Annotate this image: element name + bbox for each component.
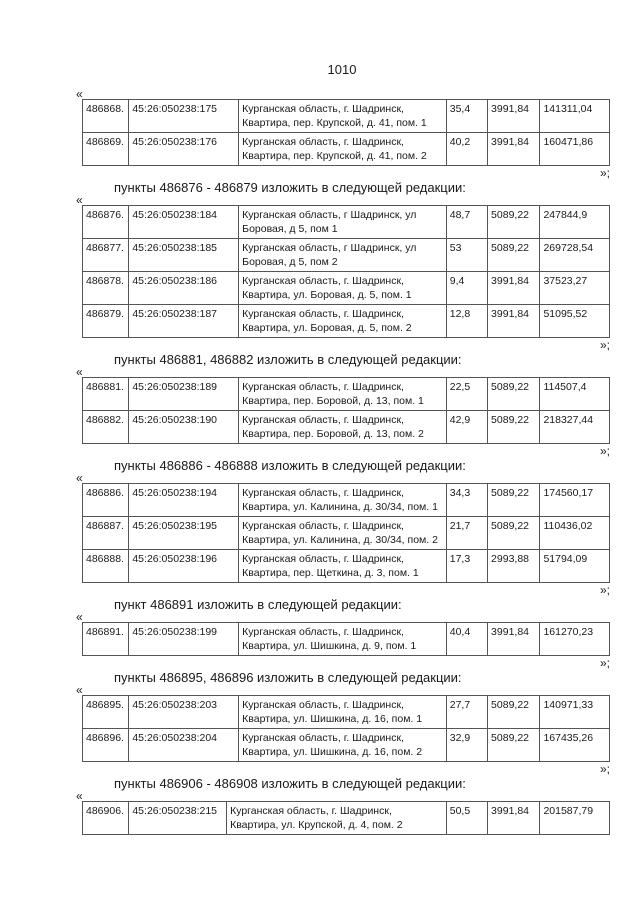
unit-value: 3991,84 xyxy=(488,272,540,305)
area: 40,4 xyxy=(446,623,487,656)
cadastral-value: 167435,26 xyxy=(540,729,610,762)
address xyxy=(239,206,447,239)
address-line: Курганская область, г. Шадринск, xyxy=(242,699,404,711)
address xyxy=(239,305,447,338)
cadastral-value: 161270,23 xyxy=(540,623,610,656)
cadastral-number: 45:26:050238:189 xyxy=(129,378,239,411)
row-number: 486879. xyxy=(83,305,129,338)
row-number: 486877. xyxy=(83,239,129,272)
cadastral-number: 45:26:050238:199 xyxy=(129,623,239,656)
cadastral-number: 45:26:050238:185 xyxy=(129,239,239,272)
address-line: Боровая, д 5, пом 2 xyxy=(242,256,338,268)
address xyxy=(239,378,447,411)
close-mark: »; xyxy=(599,762,610,776)
unit-value: 2993,88 xyxy=(488,550,540,583)
address xyxy=(239,272,447,305)
area: 21,7 xyxy=(446,517,487,550)
row-number: 486906. xyxy=(83,802,129,835)
address-line: Квартира, ул. Шишкина, д. 16, пом. 1 xyxy=(242,713,423,725)
cadastral-number: 45:26:050238:194 xyxy=(129,484,239,517)
unit-value: 5089,22 xyxy=(488,517,540,550)
address-line: Квартира, ул. Калинина, д. 30/34, пом. 2 xyxy=(242,534,438,546)
area: 12,8 xyxy=(446,305,487,338)
cadastral-number: 45:26:050238:187 xyxy=(129,305,239,338)
cadastral-number: 45:26:050238:195 xyxy=(129,517,239,550)
address-line: Квартира, пер. Боровой, д. 13, пом. 1 xyxy=(242,395,424,407)
cadastral-value: 247844,9 xyxy=(540,206,610,239)
table-row xyxy=(83,206,610,239)
cadastral-value: 51095,52 xyxy=(540,305,610,338)
cadastral-value: 140971,33 xyxy=(540,696,610,729)
property-table xyxy=(82,622,610,656)
amendment-instruction: пункт 486891 изложить в следующей редакции: xyxy=(114,597,402,612)
document-body xyxy=(76,89,610,835)
amendment-instruction: пункты 486886 - 486888 изложить в следующей редакции: xyxy=(114,458,466,473)
open-quote: « xyxy=(76,87,83,101)
area: 48,7 xyxy=(446,206,487,239)
area: 32,9 xyxy=(446,729,487,762)
close-mark: »; xyxy=(599,444,610,458)
area: 42,9 xyxy=(446,411,487,444)
cadastral-number: 45:26:050238:186 xyxy=(129,272,239,305)
address-line: Курганская область, г. Шадринск, xyxy=(242,308,404,320)
unit-value: 3991,84 xyxy=(488,133,540,166)
unit-value: 5089,22 xyxy=(488,411,540,444)
address-line: Курганская область, г. Шадринск, xyxy=(230,805,392,817)
cadastral-number: 45:26:050238:184 xyxy=(129,206,239,239)
open-quote: « xyxy=(76,610,83,624)
table-row xyxy=(83,272,610,305)
close-mark: »; xyxy=(599,338,610,352)
unit-value: 3991,84 xyxy=(488,305,540,338)
cadastral-number: 45:26:050238:203 xyxy=(129,696,239,729)
unit-value: 5089,22 xyxy=(488,239,540,272)
unit-value: 3991,84 xyxy=(488,802,540,835)
address-line: Курганская область, г. Шадринск, xyxy=(242,626,404,638)
address-line: Курганская область, г. Шадринск, xyxy=(242,732,404,744)
address-line: Курганская область, г. Шадринск, xyxy=(242,136,404,148)
address-line: Курганская область, г. Шадринск, xyxy=(242,487,404,499)
table-row xyxy=(83,623,610,656)
area: 40,2 xyxy=(446,133,487,166)
address xyxy=(239,411,447,444)
address xyxy=(239,729,447,762)
open-quote: « xyxy=(76,683,83,697)
area: 50,5 xyxy=(446,802,487,835)
address xyxy=(239,517,447,550)
table-row xyxy=(83,411,610,444)
address-line: Квартира, пер. Крупской, д. 41, пом. 1 xyxy=(242,117,427,129)
unit-value: 5089,22 xyxy=(488,484,540,517)
address xyxy=(227,802,447,835)
cadastral-number: 45:26:050238:175 xyxy=(129,100,239,133)
cadastral-number: 45:26:050238:176 xyxy=(129,133,239,166)
address xyxy=(239,239,447,272)
close-mark: »; xyxy=(599,583,610,597)
address xyxy=(239,696,447,729)
amendment-instruction: пункты 486906 - 486908 изложить в следующей редакции: xyxy=(114,776,466,791)
row-number: 486882. xyxy=(83,411,129,444)
row-number: 486868. xyxy=(83,100,129,133)
row-number: 486869. xyxy=(83,133,129,166)
amendment-instruction: пункты 486876 - 486879 изложить в следующей редакции: xyxy=(114,180,466,195)
cadastral-value: 174560,17 xyxy=(540,484,610,517)
row-number: 486888. xyxy=(83,550,129,583)
address-line: Курганская область, г. Шадринск, xyxy=(242,275,404,287)
cadastral-value: 37523,27 xyxy=(540,272,610,305)
address-line: Квартира, ул. Боровая, д. 5, пом. 1 xyxy=(242,289,412,301)
address-line: Квартира, ул. Калинина, д. 30/34, пом. 1 xyxy=(242,501,438,513)
address-line: Курганская область, г. Шадринск, xyxy=(242,553,404,565)
table-row xyxy=(83,550,610,583)
cadastral-value: 110436,02 xyxy=(540,517,610,550)
address-line: Квартира, пер. Щеткина, д. 3, пом. 1 xyxy=(242,567,419,579)
row-number: 486887. xyxy=(83,517,129,550)
unit-value: 5089,22 xyxy=(488,378,540,411)
cadastral-value: 201587,79 xyxy=(540,802,610,835)
cadastral-value: 114507,4 xyxy=(540,378,610,411)
table-row xyxy=(83,696,610,729)
unit-value: 5089,22 xyxy=(488,206,540,239)
unit-value: 3991,84 xyxy=(488,623,540,656)
address-line: Курганская область, г Шадринск, ул xyxy=(242,242,417,254)
area: 34,3 xyxy=(446,484,487,517)
unit-value: 5089,22 xyxy=(488,696,540,729)
amendment-instruction: пункты 486881, 486882 изложить в следующей редакции: xyxy=(114,352,462,367)
address xyxy=(239,623,447,656)
address-line: Курганская область, г. Шадринск, xyxy=(242,520,404,532)
amendment-instruction: пункты 486895, 486896 изложить в следующей редакции: xyxy=(114,670,462,685)
cadastral-value: 218327,44 xyxy=(540,411,610,444)
open-quote: « xyxy=(76,471,83,485)
address-line: Боровая, д 5, пом 1 xyxy=(242,223,338,235)
address-line: Квартира, пер. Боровой, д. 13, пом. 2 xyxy=(242,428,424,440)
unit-value: 3991,84 xyxy=(488,100,540,133)
table-row xyxy=(83,802,610,835)
table-row xyxy=(83,305,610,338)
row-number: 486891. xyxy=(83,623,129,656)
table-row xyxy=(83,239,610,272)
property-table xyxy=(82,695,610,762)
close-mark: »; xyxy=(599,656,610,670)
row-number: 486886. xyxy=(83,484,129,517)
cadastral-number: 45:26:050238:215 xyxy=(129,802,227,835)
unit-value: 5089,22 xyxy=(488,729,540,762)
address-line: Квартира, пер. Крупской, д. 41, пом. 2 xyxy=(242,150,427,162)
property-table xyxy=(82,205,610,338)
address-line: Квартира, ул. Шишкина, д. 16, пом. 2 xyxy=(242,746,423,758)
cadastral-number: 45:26:050238:204 xyxy=(129,729,239,762)
area: 9,4 xyxy=(446,272,487,305)
area: 53 xyxy=(446,239,487,272)
cadastral-number: 45:26:050238:190 xyxy=(129,411,239,444)
table-row xyxy=(83,100,610,133)
cadastral-number: 45:26:050238:196 xyxy=(129,550,239,583)
table-row xyxy=(83,378,610,411)
area: 27,7 xyxy=(446,696,487,729)
address-line: Курганская область, г. Шадринск, xyxy=(242,103,404,115)
row-number: 486895. xyxy=(83,696,129,729)
open-quote: « xyxy=(76,193,83,207)
area: 17,3 xyxy=(446,550,487,583)
page-number: 1010 xyxy=(327,62,357,77)
address-line: Квартира, ул. Боровая, д. 5, пом. 2 xyxy=(242,322,412,334)
address-line: Квартира, ул. Шишкина, д. 9, пом. 1 xyxy=(242,640,417,652)
row-number: 486876. xyxy=(83,206,129,239)
address xyxy=(239,100,447,133)
open-quote: « xyxy=(76,365,83,379)
cadastral-value: 269728,54 xyxy=(540,239,610,272)
table-row xyxy=(83,133,610,166)
property-table xyxy=(82,99,610,166)
property-table xyxy=(82,377,610,444)
address xyxy=(239,550,447,583)
address-line: Курганская область, г Шадринск, ул xyxy=(242,209,417,221)
row-number: 486878. xyxy=(83,272,129,305)
property-table xyxy=(82,483,610,583)
address-line: Курганская область, г. Шадринск, xyxy=(242,414,404,426)
table-row xyxy=(83,517,610,550)
address xyxy=(239,133,447,166)
close-mark: »; xyxy=(599,166,610,180)
area: 35,4 xyxy=(446,100,487,133)
table-row xyxy=(83,484,610,517)
cadastral-value: 160471,86 xyxy=(540,133,610,166)
row-number: 486896. xyxy=(83,729,129,762)
address-line: Курганская область, г. Шадринск, xyxy=(242,381,404,393)
cadastral-value: 141311,04 xyxy=(540,100,610,133)
table-row xyxy=(83,729,610,762)
property-table xyxy=(82,801,610,835)
row-number: 486881. xyxy=(83,378,129,411)
cadastral-value: 51794,09 xyxy=(540,550,610,583)
address xyxy=(239,484,447,517)
address-line: Квартира, ул. Крупской, д. 4, пом. 2 xyxy=(230,819,403,831)
area: 22,5 xyxy=(446,378,487,411)
open-quote: « xyxy=(76,789,83,803)
